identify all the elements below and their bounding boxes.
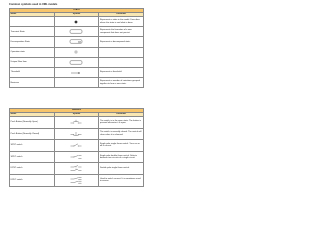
row-name: Decomposition State	[10, 37, 55, 47]
row-definition: Double pole single throw switch.	[99, 163, 144, 175]
table-row	[10, 27, 144, 37]
table-row	[10, 140, 144, 152]
push-button-nc-icon	[54, 128, 99, 140]
row-definition	[99, 47, 144, 57]
state-symbols-table	[9, 8, 144, 88]
table-row	[10, 117, 144, 129]
row-name: Push Button (Normally Open)	[10, 117, 55, 129]
spst-switch-icon	[54, 140, 99, 152]
table-row	[10, 17, 144, 27]
table-row	[10, 57, 144, 67]
row-definition: The switch is normally closed. The switch will close when it is released.	[99, 128, 144, 140]
row-name: Operation state	[10, 47, 55, 57]
table-row	[10, 151, 144, 163]
rounded-rectangle-icon	[54, 57, 99, 67]
row-definition: Represents a state in the model. Describes where the state is and what is done.	[99, 17, 144, 27]
switch-symbols-table	[9, 108, 144, 187]
rounded-rectangle-icon	[54, 27, 99, 37]
table-row	[10, 174, 144, 186]
row-symbol-empty	[54, 78, 99, 88]
row-name: Transient State	[10, 27, 55, 37]
table-row	[10, 78, 144, 88]
row-definition: The switch is in the open state. The button is pressed otherwise it is open.	[99, 117, 144, 129]
small-square-icon	[54, 47, 99, 57]
row-definition: Represents a threshold.	[99, 67, 144, 77]
row-definition: Used to switch current. It is sometimes used to ensure.	[99, 174, 144, 186]
row-definition: Single pole single throw switch. Turns on or off a current.	[99, 140, 144, 152]
spdt-switch-icon	[54, 151, 99, 163]
col-header-symbol: Symbol	[54, 113, 99, 117]
dpdt-switch-icon	[54, 174, 99, 186]
row-definition: Represents a decomposed state.	[99, 37, 144, 47]
initial-node-icon	[54, 17, 99, 27]
col-header-name: Name	[10, 113, 55, 117]
row-name: Threshold	[10, 67, 55, 77]
col-header-definition: Definition	[99, 113, 144, 117]
row-definition: Represents a number of variations grouped together to form a new state.	[99, 78, 144, 88]
row-name: SPST switch	[10, 140, 55, 152]
col-header-definition: Definition	[99, 13, 144, 17]
row-name: DPDT switch	[10, 174, 55, 186]
row-name: Push Button (Normally Closed)	[10, 128, 55, 140]
decomposition-state-icon	[54, 37, 99, 47]
row-name: SPDT switch	[10, 151, 55, 163]
col-header-name: Name	[10, 13, 55, 17]
row-name	[10, 17, 55, 27]
table-row	[10, 37, 144, 47]
table-row	[10, 128, 144, 140]
push-button-no-icon	[54, 117, 99, 129]
row-definition	[99, 57, 144, 67]
table-band-title: Switches	[10, 109, 144, 113]
table-row	[10, 47, 144, 57]
table-row	[10, 163, 144, 175]
table-band-title: STATE	[10, 9, 144, 13]
row-definition: Single pole double throw switch. Selects between two circuits of a single circuit.	[99, 151, 144, 163]
row-name: Unique Flow Item	[10, 57, 55, 67]
row-name: Business	[10, 78, 55, 88]
row-name: DPST switch	[10, 163, 55, 175]
table-row	[10, 67, 144, 77]
page-title: Common symbols used in UML models	[9, 3, 58, 6]
arrow-icon	[54, 67, 99, 77]
dpst-switch-icon	[54, 163, 99, 175]
col-header-symbol: Symbol	[54, 13, 99, 17]
row-definition: Represents the formation of a new component that does not persist.	[99, 27, 144, 37]
